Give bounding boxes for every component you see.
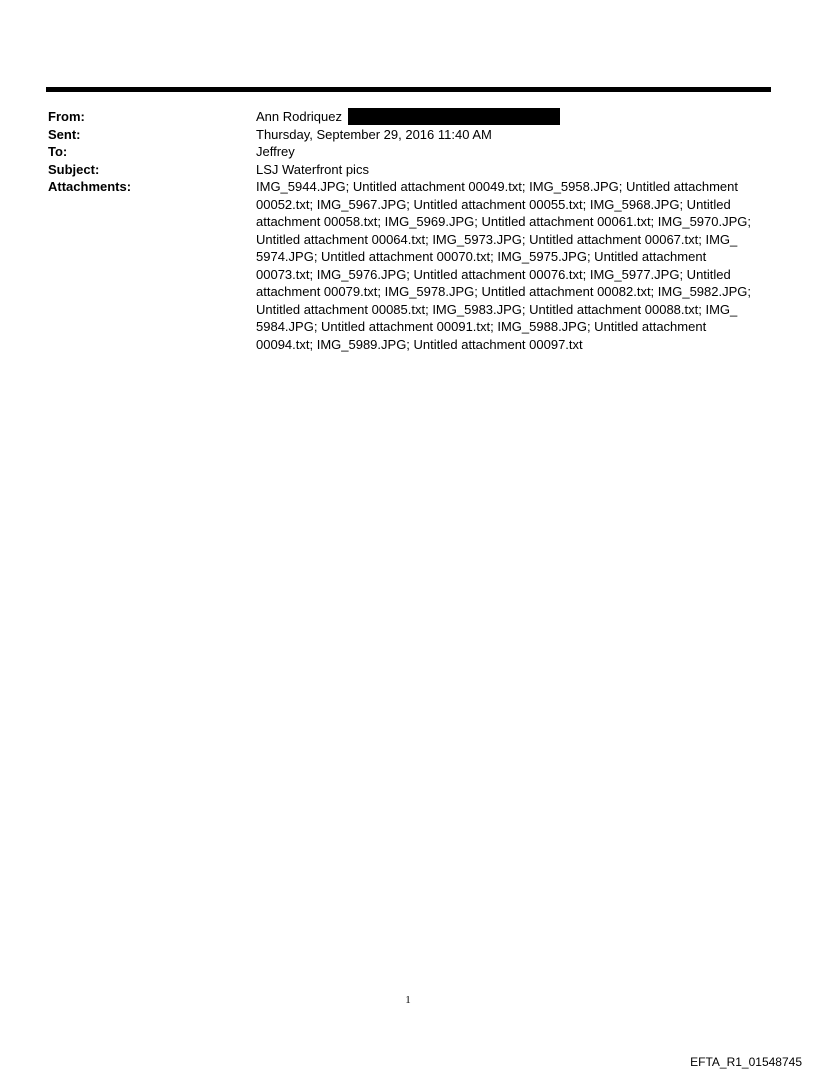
redaction-block xyxy=(348,108,560,125)
subject-value: LSJ Waterfront pics xyxy=(256,161,369,177)
subject-label: Subject: xyxy=(48,161,100,177)
attachments-label: Attachments: xyxy=(48,179,132,194)
document-id: EFTA_R1_01548745 xyxy=(690,1055,802,1069)
sent-label: Sent: xyxy=(48,126,81,142)
header-rule xyxy=(46,87,771,92)
subject-row xyxy=(48,161,758,179)
to-row xyxy=(48,143,758,161)
from-row xyxy=(48,108,758,126)
from-value xyxy=(256,108,758,126)
sender-name: Ann Rodriquez xyxy=(256,109,342,124)
sent-value: Thursday, September 29, 2016 11:40 AM xyxy=(256,126,492,142)
from-label: From: xyxy=(48,109,85,124)
to-label: To: xyxy=(48,144,68,159)
to-value: Jeffrey xyxy=(256,144,295,159)
email-header xyxy=(48,108,758,353)
attachments-row xyxy=(48,178,758,353)
page-number: 1 xyxy=(405,994,411,1006)
sent-row xyxy=(48,126,758,144)
attachments-value: IMG_5944.JPG; Untitled attachment 00049.txt; IMG_5958.JPG; Untitled attachment 00052.txt; IMG_5967.JPG; Untitled attachment 00055.txt; IMG_5968.JPG; Untitled attachment 00058.txt; IMG_5969.JPG; Untitled attachment 00061.txt; IMG_5970.JPG; Untitled attachment 00064.txt; IMG_5973.JPG; Untitled attachment 00067.txt; IMG_ 5974.JPG; Untitled attachment 00070.txt; IMG_5975.JPG; Untitled attachment 00073.txt; IMG_5976.JPG; Untitled attachment 00076.txt; IMG_5977.JPG; Untitled attachment 00079.txt; IMG_5978.JPG; Untitled attachment 00082.txt; IMG_5982.JPG; Untitled attachment 00085.txt; IMG_5983.JPG; Untitled attachment 00088.txt; IMG_ 5984.JPG; Untitled attachment 00091.txt; IMG_5988.JPG; Untitled attachment 00094.txt; IMG_5989.JPG; Untitled attachment 00097.txt xyxy=(256,179,751,352)
